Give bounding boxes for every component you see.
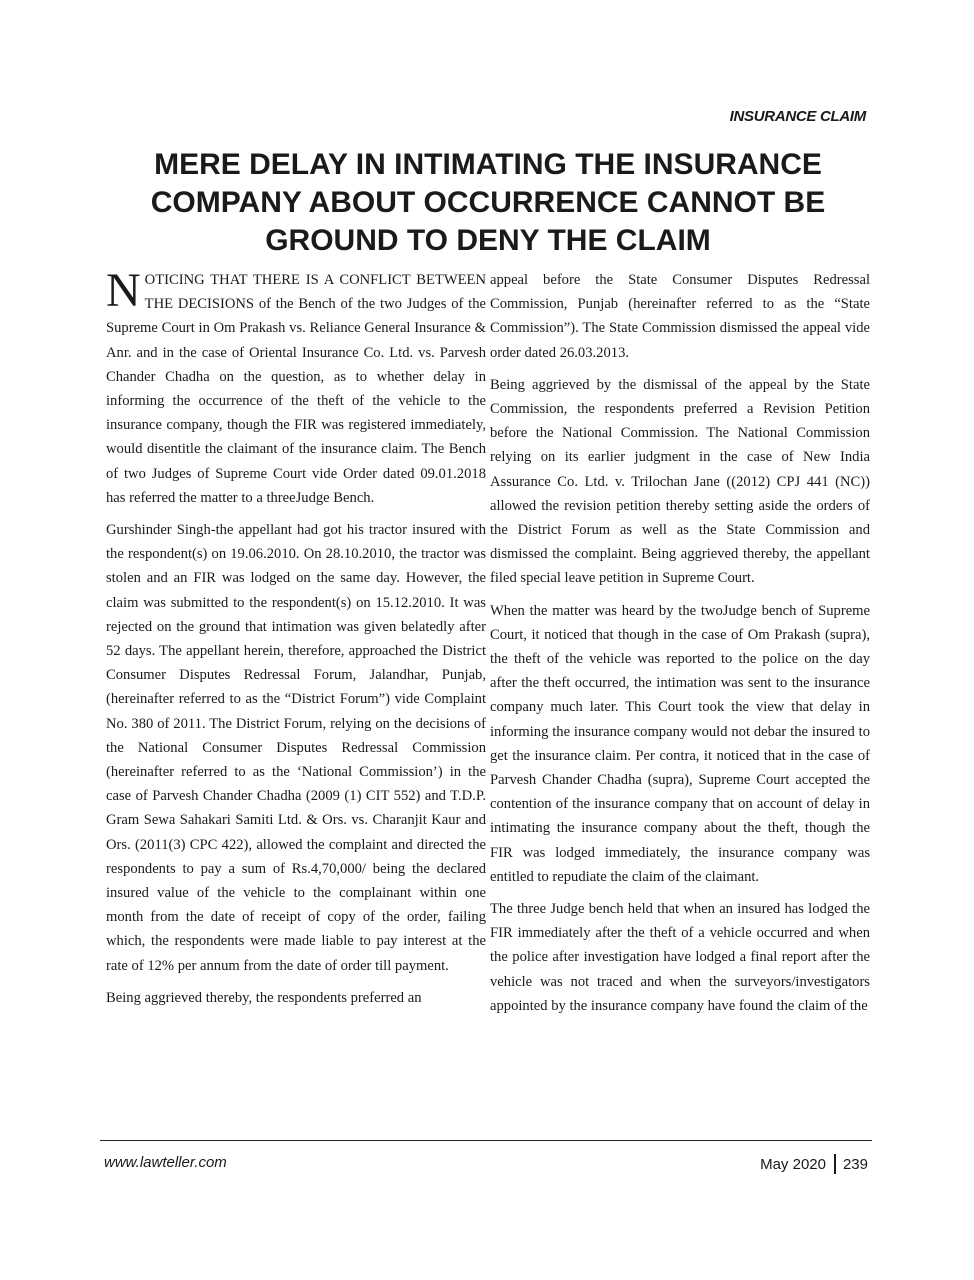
footer-website: www.lawteller.com xyxy=(104,1154,227,1171)
body-paragraph: The three Judge bench held that when an insured has lodged the FIR immediately after the theft of a vehicle occurred and when the police after investigation have lodged a final report after the vehicle was not traced and when the surveyors/investigators appointed by the insurance company have found the claim of the xyxy=(490,901,870,1014)
lead-text: of the Bench of the two Judges of the Supreme Court in Om Prakash vs. Reliance General Insurance & Anr. and in the case of Oriental Insurance Co. Ltd. vs. Parvesh Chander Chadha on the question, as to whether delay in informing the occurrence of the theft of the vehicle to the insurance company, though the FIR was registered immediately, would disentitle the claimant of the insurance claim. The Bench of two Judges of Supreme Court vide Order dated 09.01.2018 has referred the matter to a threeJudge Bench. xyxy=(106,296,486,506)
issue-date: May 2020 xyxy=(760,1155,826,1173)
drop-cap: N xyxy=(106,264,141,317)
footer-divider xyxy=(100,1140,872,1141)
body-paragraph: appeal before the State Consumer Disputes Redressal Commission, Punjab (hereinafter referred to as the “State Commission”). The State Commission dismissed the appeal vide order dated 26.03.2013. xyxy=(490,272,870,361)
footer-issue-info xyxy=(760,1154,868,1174)
left-column xyxy=(106,264,486,1026)
footer-separator xyxy=(834,1154,836,1174)
article-title: MERE DELAY IN INTIMATING THE INSURANCE COMPANY ABOUT OCCURRENCE CANNOT BE GROUND TO DENY THE CLAIM xyxy=(150,148,826,257)
right-column xyxy=(490,268,870,1026)
body-paragraph: Gurshinder Singh-the appellant had got his tractor insured with the respondent(s) on 19.06.2010. On 28.10.2010, the tractor was stolen and an FIR was lodged on the same day. However, the claim was submitted to the respondent(s) on 15.12.2010. It was rejected on the ground that intimation was given belatedly after 52 days. The appellant herein, therefore, approached the District Consumer Disputes Redressal Forum, Jalandhar, Punjab, (hereinafter referred to as the “District Forum”) vide Complaint No. 380 of 2011. The District Forum, relying on the decisions of the National Consumer Disputes Redressal Commission (hereinafter referred to as the ‘National Commission’) in the case of Parvesh Chander Chadha (2009 (1) CIT 552) and T.D.P. Gram Sewa Sahakari Samiti Ltd. & Ors. vs. Charanjit Kaur and Ors. (2011(3) CPC 422), allowed the complaint and directed the respondents to pay a sum of Rs.4,70,000/ being the declared insured value of the vehicle to the complainant within one month from the date of receipt of copy of the order, failing which, the respondents were made liable to pay interest at the rate of 12% per annum from the date of order till payment. xyxy=(106,522,486,974)
page-number: 239 xyxy=(842,1155,868,1173)
lead-caps: OTICING THAT THERE IS A CONFLICT BETWEEN THE DECISIONS xyxy=(144,272,486,313)
body-paragraph: Being aggrieved thereby, the respondents preferred an xyxy=(106,989,422,1006)
lead-paragraph xyxy=(106,264,486,510)
section-label: INSURANCE CLAIM xyxy=(729,108,866,125)
body-paragraph: Being aggrieved by the dismissal of the appeal by the State Commission, the respondents preferred a Revision Petition before the National Commission. The National Commission relying on its earlier judgment in the case of New India Assurance Co. Ltd. v. Trilochan Jane ((2012) CPJ 441 (NC)) allowed the revision petition thereby setting aside the orders of the District Forum as well as the State Commission and dismissed the complaint. Being aggrieved thereby, the appellant filed special leave petition in Supreme Court. xyxy=(490,376,870,587)
article-body xyxy=(106,264,870,1026)
body-paragraph: When the matter was heard by the twoJudge bench of Supreme Court, it noticed that though in the case of Om Prakash (supra), the theft of the vehicle was reported to the police on the day after the theft occurred, the intimation was sent to the insurance company much later. This Court took the view that delay in informing the insurance company would not debar the insured to get the insurance claim. Per contra, it noticed that in the case of Parvesh Chander Chadha (supra), Supreme Court accepted the contention of the insurance company that on account of delay in intimating the insurance company about the theft, though the FIR was lodged immediately, the insurance company was entitled to repudiate the claim of the claimant. xyxy=(490,602,870,885)
